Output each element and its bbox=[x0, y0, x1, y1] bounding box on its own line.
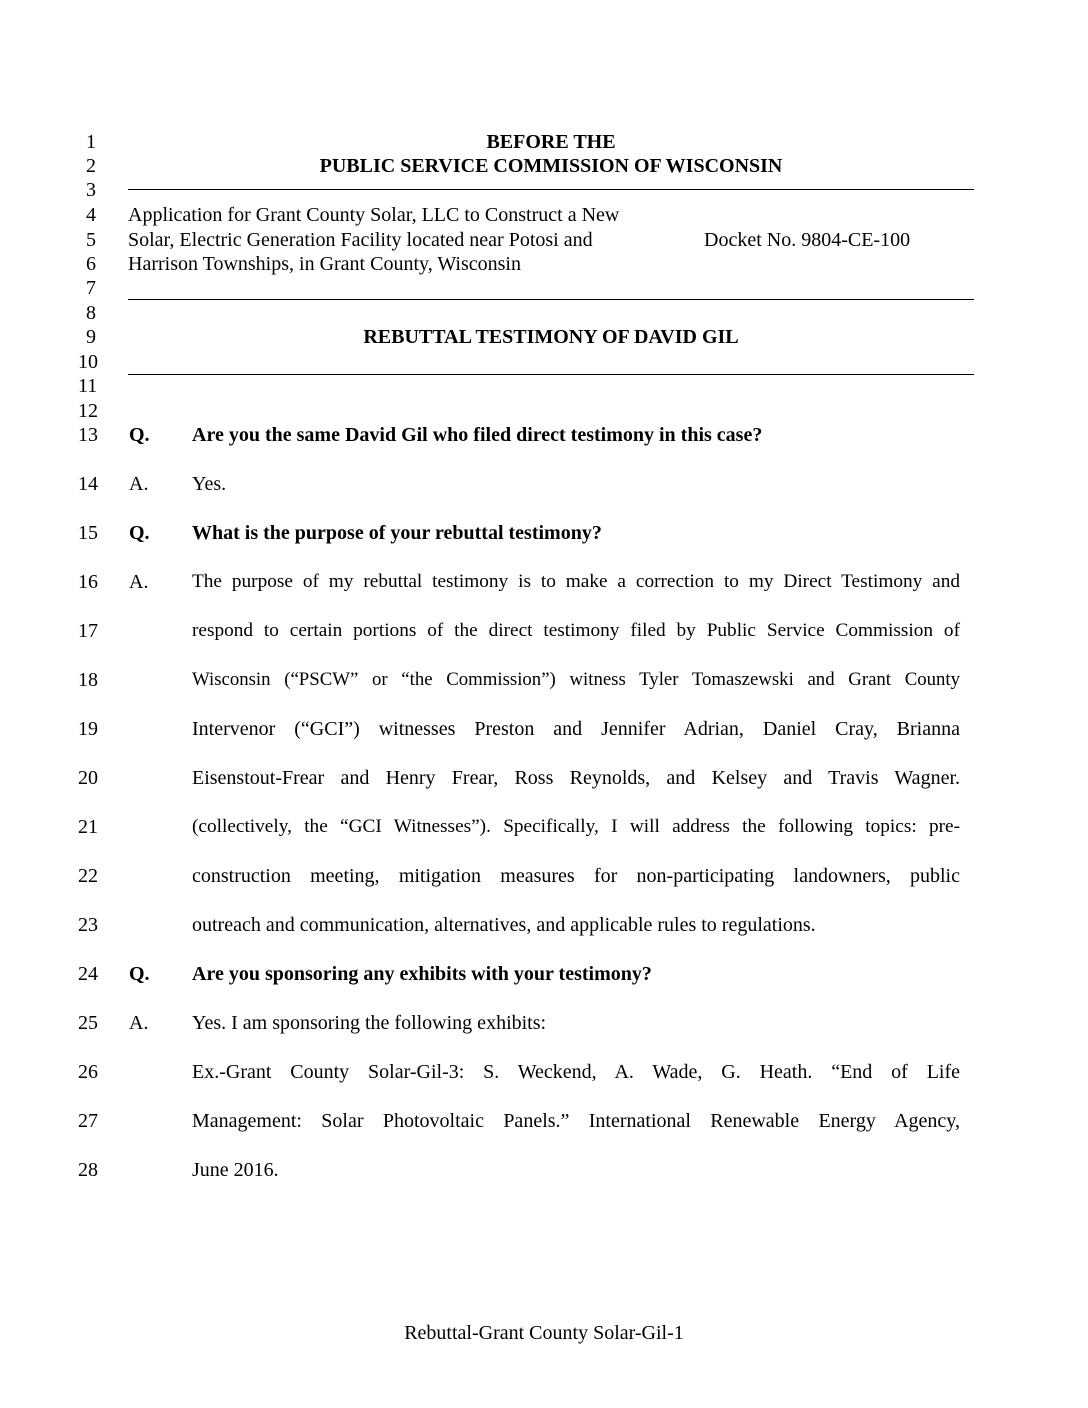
answer-text: Yes. I am sponsoring the following exhibits: bbox=[192, 1012, 547, 1034]
question-marker: Q. bbox=[129, 424, 150, 446]
line-number: 5 bbox=[86, 229, 96, 251]
line-number: 11 bbox=[78, 375, 98, 397]
answer-text-line: Intervenor (“GCI”) witnesses Preston and Jennifer Adrian, Daniel Cray, Brianna bbox=[192, 718, 960, 740]
answer-marker: A. bbox=[129, 1012, 149, 1034]
line-number: 13 bbox=[78, 424, 98, 446]
line-number: 21 bbox=[78, 816, 98, 838]
line-number: 4 bbox=[86, 204, 96, 226]
question-text: Are you sponsoring any exhibits with your testimony? bbox=[192, 963, 652, 985]
line-number: 12 bbox=[78, 400, 98, 422]
line-number: 2 bbox=[86, 155, 96, 177]
divider bbox=[128, 299, 974, 300]
line-number: 14 bbox=[78, 473, 98, 495]
answer-text-line: construction meeting, mitigation measures for non-participating landowners, public bbox=[192, 865, 960, 887]
line-number: 6 bbox=[86, 253, 96, 275]
line-number: 17 bbox=[78, 620, 98, 642]
divider bbox=[128, 374, 974, 375]
answer-text-line: outreach and communication, alternatives, and applicable rules to regulations. bbox=[192, 914, 816, 936]
answer-text-line: respond to certain portions of the direct testimony filed by Public Service Commission of bbox=[192, 620, 960, 641]
answer-text-line: (collectively, the “GCI Witnesses”). Specifically, I will address the following topics: pre- bbox=[192, 816, 960, 837]
line-number: 8 bbox=[86, 302, 96, 324]
line-number: 22 bbox=[78, 865, 98, 887]
line-number: 1 bbox=[86, 131, 96, 153]
divider bbox=[128, 189, 974, 190]
line-number: 16 bbox=[78, 571, 98, 593]
line-number: 10 bbox=[78, 351, 98, 373]
line-number: 27 bbox=[78, 1110, 98, 1132]
exhibit-line: Management: Solar Photovoltaic Panels.” International Renewable Energy Agency, bbox=[192, 1110, 960, 1132]
answer-text: Yes. bbox=[192, 473, 227, 495]
answer-text-line: The purpose of my rebuttal testimony is to make a correction to my Direct Testimony and bbox=[192, 571, 960, 592]
line-number: 28 bbox=[78, 1159, 98, 1181]
line-number: 18 bbox=[78, 669, 98, 691]
exhibit-line: June 2016. bbox=[192, 1159, 279, 1181]
document-title: REBUTTAL TESTIMONY OF DAVID GIL bbox=[363, 326, 739, 348]
answer-marker: A. bbox=[129, 473, 149, 495]
line-number: 19 bbox=[78, 718, 98, 740]
exhibit-line: Ex.-Grant County Solar-Gil-3: S. Weckend, A. Wade, G. Heath. “End of Life bbox=[192, 1061, 960, 1083]
caption-line: Application for Grant County Solar, LLC to Construct a New bbox=[128, 204, 620, 226]
line-number: 3 bbox=[86, 179, 96, 201]
line-number: 20 bbox=[78, 767, 98, 789]
line-number: 26 bbox=[78, 1061, 98, 1083]
line-number: 24 bbox=[78, 963, 98, 985]
answer-text-line: Eisenstout-Frear and Henry Frear, Ross Reynolds, and Kelsey and Travis Wagner. bbox=[192, 767, 960, 789]
docket-number: Docket No. 9804-CE-100 bbox=[704, 229, 911, 251]
header-before-the: BEFORE THE bbox=[486, 131, 616, 153]
line-number: 9 bbox=[86, 326, 96, 348]
line-number: 15 bbox=[78, 522, 98, 544]
line-number: 25 bbox=[78, 1012, 98, 1034]
caption-line: Solar, Electric Generation Facility located near Potosi and bbox=[128, 229, 593, 251]
answer-text-line: Wisconsin (“PSCW” or “the Commission”) witness Tyler Tomaszewski and Grant County bbox=[192, 669, 960, 690]
answer-marker: A. bbox=[129, 571, 149, 593]
question-marker: Q. bbox=[129, 963, 150, 985]
question-text: Are you the same David Gil who filed direct testimony in this case? bbox=[192, 424, 763, 446]
question-text: What is the purpose of your rebuttal testimony? bbox=[192, 522, 602, 544]
caption-line: Harrison Townships, in Grant County, Wisconsin bbox=[128, 253, 521, 275]
page-footer: Rebuttal-Grant County Solar-Gil-1 bbox=[404, 1322, 684, 1344]
line-number: 23 bbox=[78, 914, 98, 936]
header-commission-name: PUBLIC SERVICE COMMISSION OF WISCONSIN bbox=[319, 155, 783, 177]
question-marker: Q. bbox=[129, 522, 150, 544]
line-number: 7 bbox=[86, 277, 96, 299]
